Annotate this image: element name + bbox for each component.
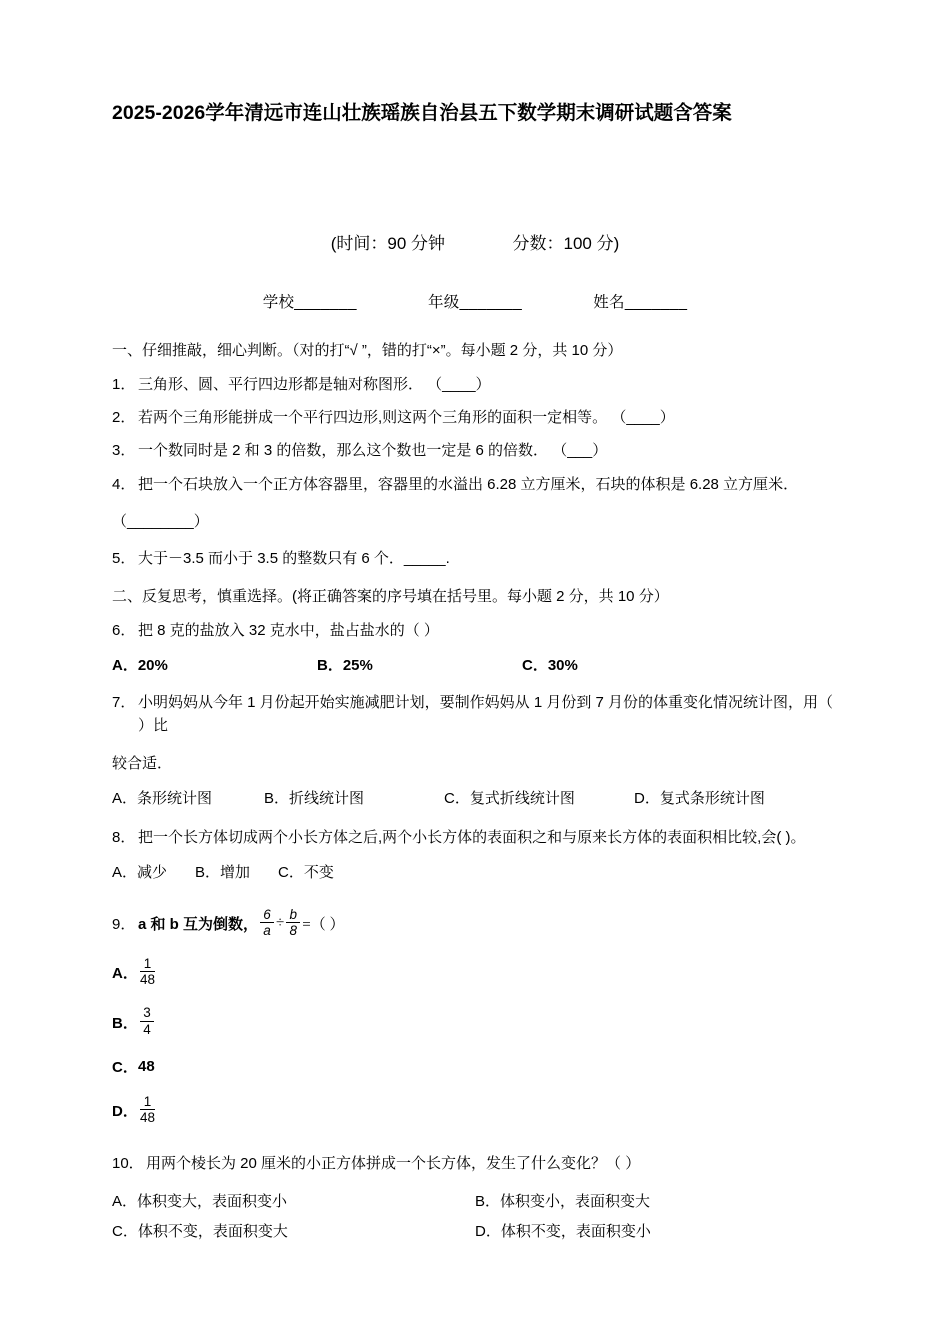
question-1-number: 1．: [112, 375, 136, 393]
option-10-c[interactable]: C．体积不变，表面积变大: [112, 1223, 288, 1241]
question-10-number: 10．: [112, 1154, 144, 1172]
question-4-number: 4．: [112, 475, 136, 493]
option-7-a[interactable]: A．条形统计图: [112, 789, 213, 807]
question-4-text: 把一个石块放入一个正方体容器里，容器里的水溢出 6.28 立方厘米，石块的体积是 6.28 立方厘米．: [138, 475, 799, 493]
question-7-number: 7．: [112, 694, 136, 712]
option-6-b[interactable]: B．25%: [317, 657, 373, 675]
question-9: [112, 908, 838, 939]
question-3-text: 一个数同时是 2 和 3 的倍数，那么这个数也一定是 6 的倍数． （___）: [138, 442, 608, 460]
question-2-number: 2．: [112, 409, 136, 427]
option-9-b-label: B．: [112, 1014, 138, 1032]
question-8: [112, 826, 838, 849]
question-8-text: 把一个长方体切成两个小长方体之后,两个小长方体的表面积之和与原来长方体的表面积相比较,会( )。: [138, 828, 806, 846]
field-name[interactable]: 姓名_______: [593, 294, 688, 312]
option-8-a[interactable]: A．减少: [112, 864, 168, 882]
fraction-denominator: a: [260, 922, 274, 938]
option-9-a[interactable]: [112, 957, 838, 988]
question-7-text: 小明妈妈从今年 1 月份起开始实施减肥计划，要制作妈妈从 1 月份到 7 月份的体重变化情况统计图，用（ ）比: [138, 694, 834, 735]
section2-heading: 二、反复思考，慎重选择。(将正确答案的序号填在括号里。每小题 2 分，共 10 分）: [112, 588, 669, 606]
exam-score: 分数：100 分): [512, 234, 620, 254]
option-9-c[interactable]: [112, 1056, 838, 1077]
option-9-b-fraction: [140, 1005, 154, 1036]
question-3: [112, 439, 838, 462]
option-8-c[interactable]: C．不变: [278, 864, 334, 882]
question-6-text: 把 8 克的盐放入 32 克水中，盐占盐水的（ ）: [138, 621, 439, 639]
page-title: 2025-2026学年清远市连山壮族瑶族自治县五下数学期末调研试题含答案: [112, 102, 732, 124]
option-9-d-label: D．: [112, 1102, 138, 1120]
question-6-number: 6．: [112, 621, 136, 639]
fraction-numerator: 3: [143, 1005, 151, 1021]
question-10-options: [112, 1187, 838, 1247]
question-9-fraction-2: [286, 907, 300, 938]
option-9-a-fraction: [140, 956, 155, 987]
option-10-a[interactable]: A．体积变大，表面积变小: [112, 1193, 288, 1211]
question-7: [112, 691, 838, 738]
option-10-b[interactable]: B．体积变小，表面积变大: [475, 1193, 651, 1211]
question-4-answer-blank[interactable]: （________）: [112, 512, 209, 530]
question-1-text: 三角形、圆、平行四边形都是轴对称图形． （____）: [138, 375, 491, 393]
exam-time: (时间：90 分钟: [330, 234, 446, 254]
question-5-text: 大于－3.5 而小于 3.5 的整数只有 6 个．_____.: [138, 550, 450, 568]
section1-heading: 一、仔细推敲，细心判断。（对的打“√ ”，错的打“×”。每小题 2 分，共 10 分）: [112, 342, 623, 360]
question-9-suffix: =（ ）: [302, 917, 345, 934]
question-9-text: a 和 b 互为倒数，: [138, 916, 259, 934]
fraction-denominator: 8: [286, 922, 300, 938]
question-9-fraction-1: [260, 907, 274, 938]
divide-sign: ÷: [276, 915, 285, 932]
option-10-d[interactable]: D．体积不变，表面积变小: [475, 1223, 651, 1241]
question-2: [112, 406, 838, 429]
question-4: [112, 473, 838, 496]
fraction-numerator: 1: [143, 1093, 152, 1109]
question-8-number: 8．: [112, 828, 136, 846]
question-1: [112, 373, 838, 396]
field-school[interactable]: 学校_______: [262, 294, 357, 312]
fraction-numerator: 6: [263, 907, 271, 923]
question-5: [112, 547, 838, 570]
exam-meta: [112, 229, 838, 254]
option-8-b[interactable]: B．增加: [195, 864, 251, 882]
section-true-false: [112, 340, 838, 570]
option-9-a-label: A．: [112, 965, 138, 983]
fraction-denominator: 4: [140, 1021, 154, 1037]
question-5-number: 5．: [112, 550, 136, 568]
fraction-denominator: 48: [140, 1109, 156, 1125]
question-6: [112, 619, 838, 642]
question-10: [112, 1152, 838, 1175]
option-9-c-value: 48: [138, 1057, 155, 1075]
option-6-c[interactable]: C．30%: [522, 657, 578, 675]
field-grade[interactable]: 年级_______: [427, 294, 523, 312]
section-multiple-choice: [112, 586, 838, 1247]
option-7-b[interactable]: B．折线统计图: [264, 789, 365, 807]
option-9-b[interactable]: [112, 1006, 838, 1037]
question-7-options: [112, 787, 838, 808]
fraction-numerator: b: [289, 907, 297, 923]
fraction-numerator: 1: [143, 956, 152, 972]
option-7-d[interactable]: D．复式条形统计图: [634, 789, 765, 807]
option-9-c-label: C．: [112, 1058, 138, 1076]
option-9-d[interactable]: [112, 1095, 838, 1126]
option-7-c[interactable]: C．复式折线统计图: [444, 789, 575, 807]
option-9-d-fraction: [140, 1094, 155, 1125]
question-2-text: 若两个三角形能拼成一个平行四边形,则这两个三角形的面积一定相等。 （____）: [138, 409, 675, 427]
fraction-denominator: 48: [140, 972, 156, 988]
student-fields: [112, 290, 838, 312]
question-3-number: 3．: [112, 442, 136, 460]
question-8-options: [112, 861, 838, 882]
question-9-number: 9．: [112, 916, 136, 934]
question-6-options: [112, 654, 838, 675]
option-6-a[interactable]: A．20%: [112, 657, 168, 675]
question-7-text-cont: 较合适．: [112, 754, 173, 772]
question-10-text: 用两个棱长为 20 厘米的小正方体拼成一个长方体，发生了什么变化？（ ）: [146, 1154, 641, 1172]
